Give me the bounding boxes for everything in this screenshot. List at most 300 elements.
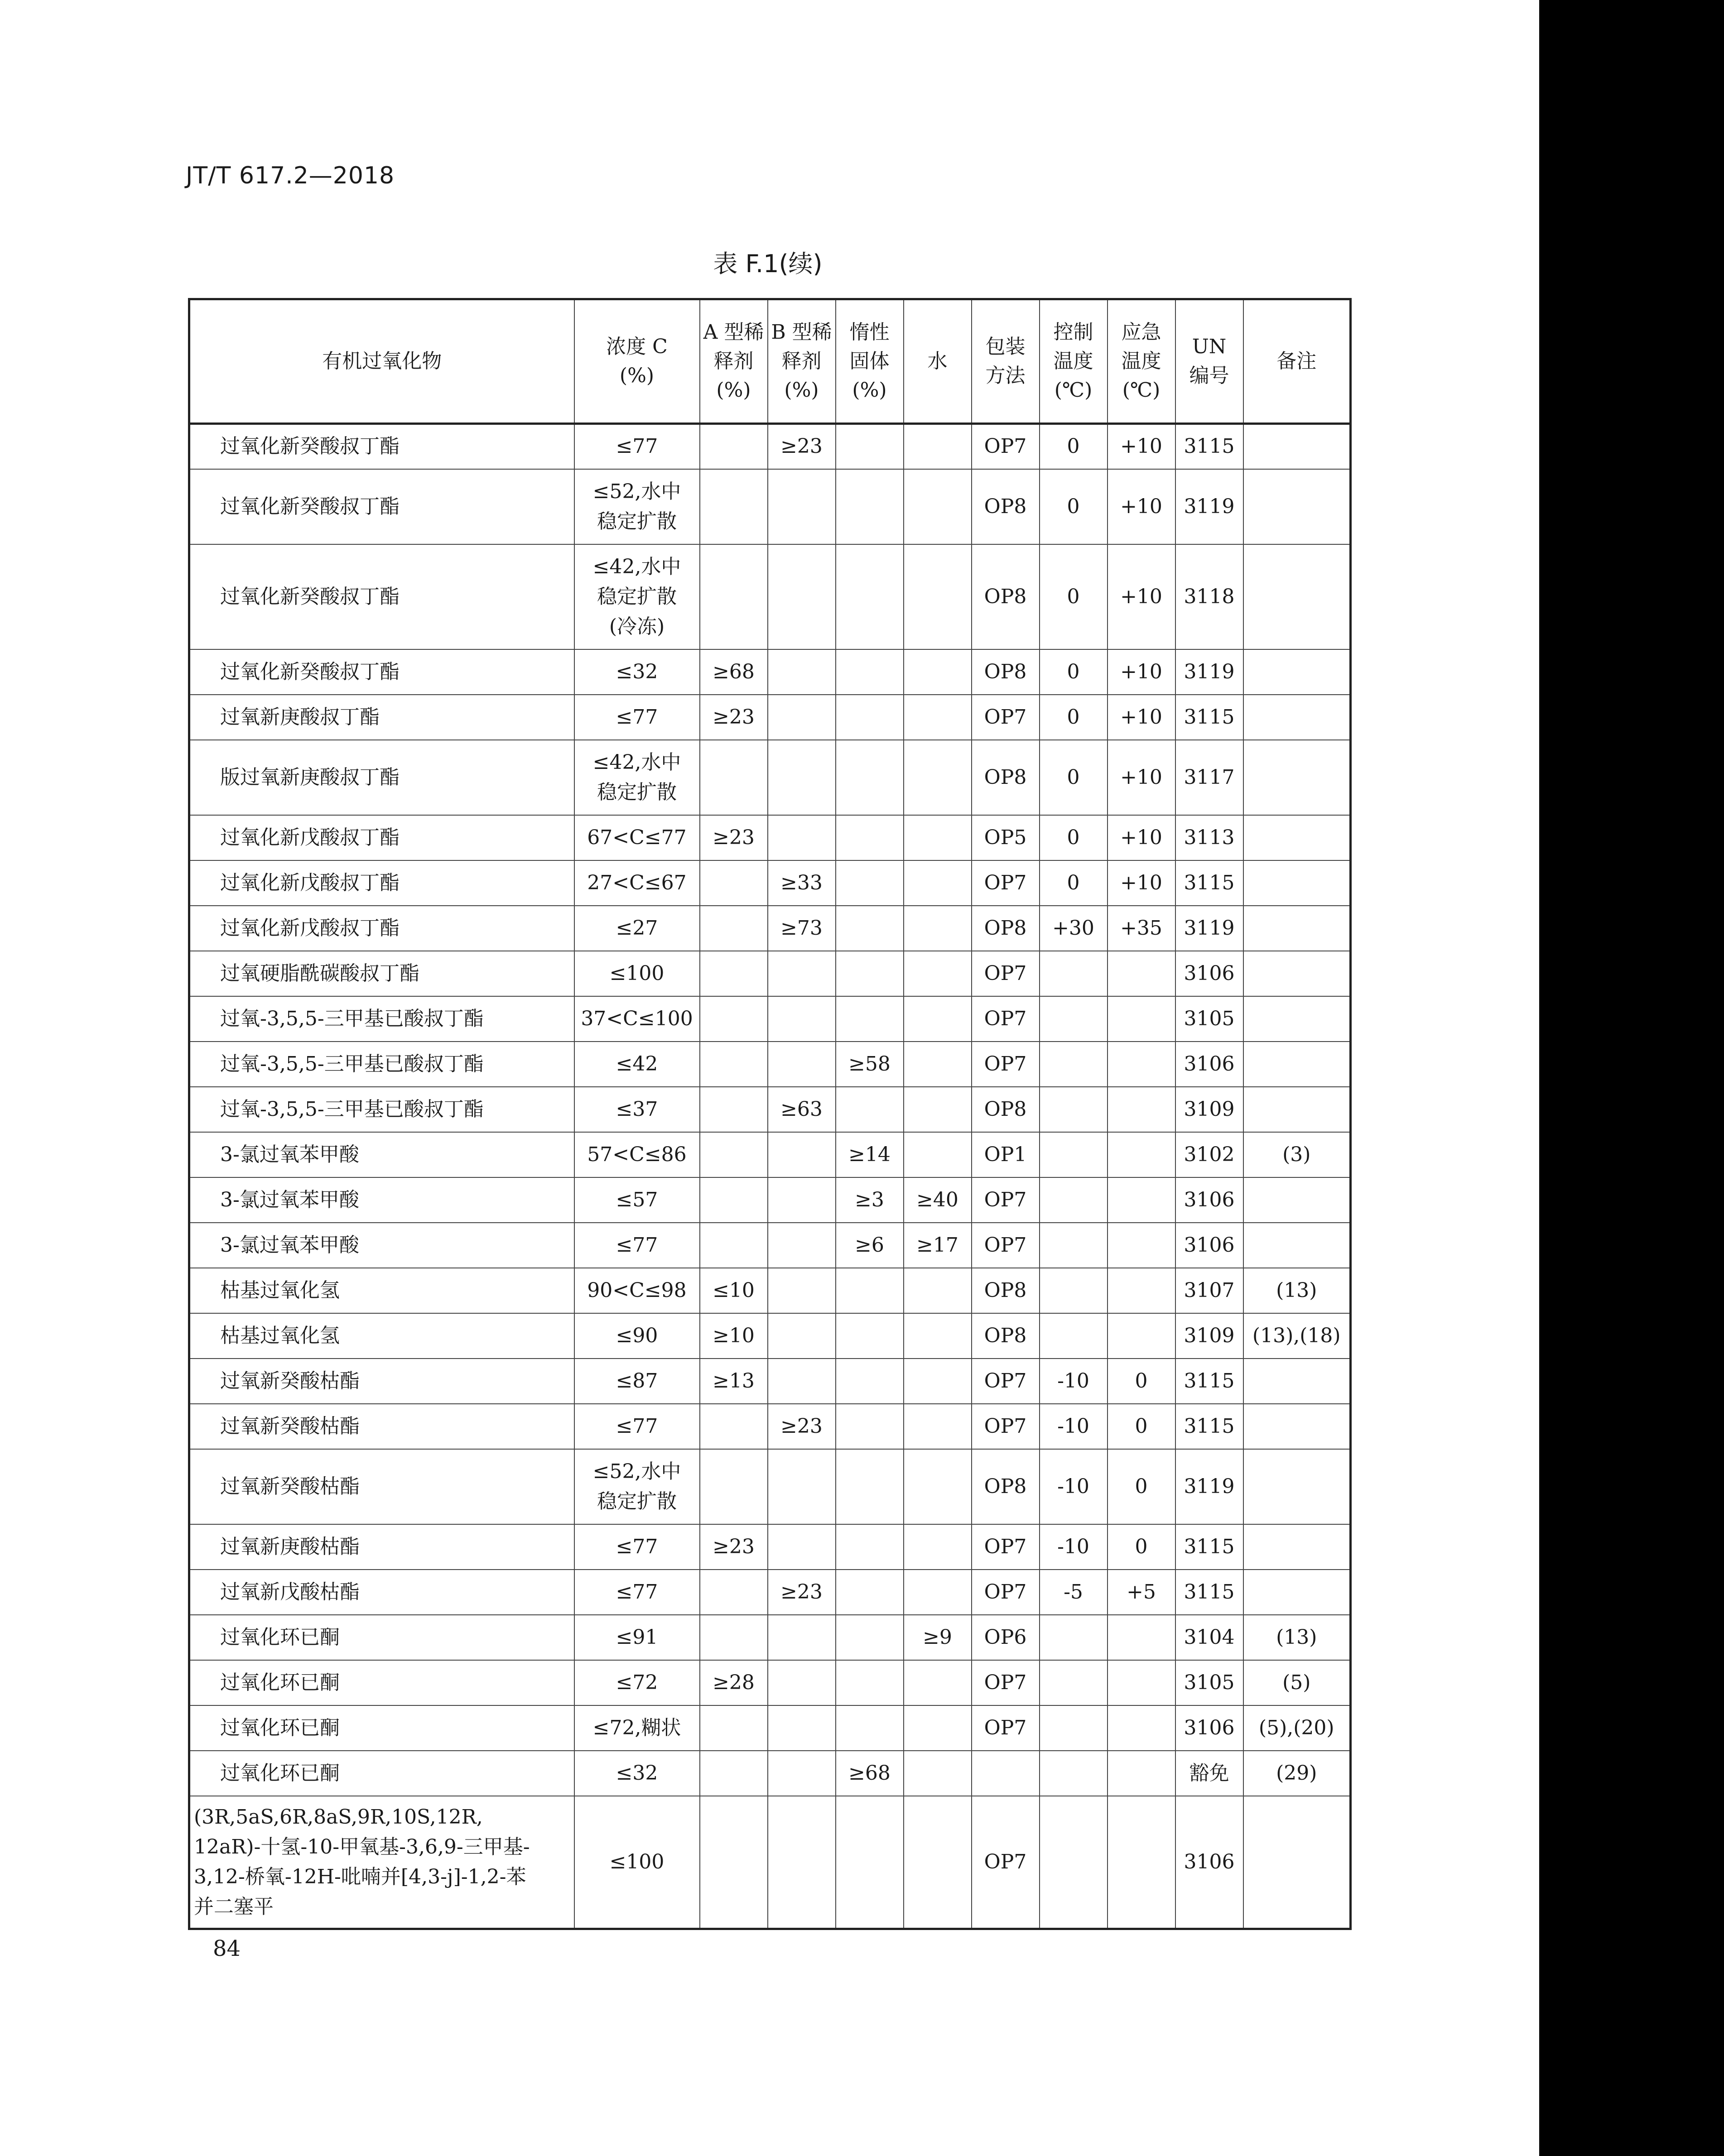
cell-remarks (1243, 1177, 1351, 1223)
cell-remarks (1243, 1223, 1351, 1268)
cell-organic-peroxide: 3-氯过氧苯甲酸 (189, 1132, 574, 1177)
cell-un-number: 3105 (1175, 996, 1243, 1042)
table-row (189, 1660, 1351, 1705)
cell-inert-solid (836, 740, 904, 815)
cell-diluent-a (700, 424, 768, 469)
cell-concentration: ≤42 (574, 1042, 700, 1087)
cell-packing-method: OP7 (972, 1177, 1040, 1223)
cell-packing-method: OP7 (972, 1042, 1040, 1087)
cell-un-number: 3115 (1175, 1524, 1243, 1570)
cell-control-temp: +30 (1040, 906, 1108, 951)
cell-packing-method: OP6 (972, 1615, 1040, 1660)
cell-diluent-a (700, 1751, 768, 1796)
cell-organic-peroxide: 过氧新癸酸枯酯 (189, 1359, 574, 1404)
cell-control-temp: 0 (1040, 424, 1108, 469)
cell-concentration: ≤77 (574, 695, 700, 740)
cell-water (904, 740, 972, 815)
cell-diluent-b: ≥73 (768, 906, 836, 951)
cell-inert-solid (836, 1660, 904, 1705)
cell-emergency-temp: +10 (1108, 469, 1175, 544)
cell-remarks (1243, 815, 1351, 860)
cell-diluent-b (768, 1660, 836, 1705)
cell-remarks (1243, 649, 1351, 695)
cell-organic-peroxide: 过氧化环已酮 (189, 1615, 574, 1660)
cell-un-number: 3106 (1175, 1705, 1243, 1751)
column-header-water: 水 (904, 299, 972, 424)
cell-control-temp: 0 (1040, 469, 1108, 544)
cell-organic-peroxide: 过氧-3,5,5-三甲基已酸叔丁酯 (189, 1087, 574, 1132)
cell-remarks: (5),(20) (1243, 1705, 1351, 1751)
cell-packing-method: OP7 (972, 1660, 1040, 1705)
cell-water (904, 1042, 972, 1087)
cell-emergency-temp (1108, 1132, 1175, 1177)
cell-remarks (1243, 1796, 1351, 1929)
cell-un-number: 3115 (1175, 860, 1243, 906)
cell-packing-method (972, 1751, 1040, 1796)
cell-diluent-a (700, 996, 768, 1042)
table-row (189, 1796, 1351, 1929)
cell-remarks: (5) (1243, 1660, 1351, 1705)
cell-diluent-b (768, 996, 836, 1042)
cell-emergency-temp (1108, 1705, 1175, 1751)
table-row (189, 544, 1351, 649)
cell-remarks (1243, 1404, 1351, 1449)
cell-control-temp (1040, 1177, 1108, 1223)
cell-concentration: ≤100 (574, 951, 700, 996)
cell-diluent-a (700, 1177, 768, 1223)
table-body (189, 424, 1351, 1929)
cell-inert-solid (836, 1404, 904, 1449)
cell-water (904, 860, 972, 906)
cell-concentration: ≤37 (574, 1087, 700, 1132)
cell-diluent-b (768, 649, 836, 695)
table-row (189, 740, 1351, 815)
cell-organic-peroxide: 过氧化新癸酸叔丁酯 (189, 469, 574, 544)
cell-remarks (1243, 860, 1351, 906)
cell-diluent-a: ≥23 (700, 1524, 768, 1570)
cell-remarks: (13) (1243, 1268, 1351, 1313)
cell-remarks (1243, 951, 1351, 996)
cell-diluent-b (768, 695, 836, 740)
cell-concentration: ≤72,糊状 (574, 1705, 700, 1751)
cell-emergency-temp: 0 (1108, 1449, 1175, 1524)
cell-diluent-b (768, 1705, 836, 1751)
cell-water (904, 1751, 972, 1796)
cell-packing-method: OP7 (972, 1359, 1040, 1404)
cell-control-temp (1040, 1751, 1108, 1796)
cell-packing-method: OP7 (972, 695, 1040, 740)
cell-un-number: 3113 (1175, 815, 1243, 860)
cell-organic-peroxide: 过氧化环已酮 (189, 1705, 574, 1751)
cell-emergency-temp (1108, 1087, 1175, 1132)
cell-inert-solid (836, 860, 904, 906)
cell-control-temp (1040, 1796, 1108, 1929)
cell-inert-solid (836, 544, 904, 649)
cell-concentration: ≤57 (574, 1177, 700, 1223)
cell-diluent-b: ≥23 (768, 424, 836, 469)
cell-emergency-temp: 0 (1108, 1524, 1175, 1570)
cell-organic-peroxide: 过氧化新戊酸叔丁酯 (189, 906, 574, 951)
cell-control-temp (1040, 1705, 1108, 1751)
cell-organic-peroxide: 枯基过氧化氢 (189, 1313, 574, 1359)
cell-un-number: 3104 (1175, 1615, 1243, 1660)
table-row (189, 1359, 1351, 1404)
table-row (189, 1404, 1351, 1449)
cell-concentration: 57<C≤86 (574, 1132, 700, 1177)
cell-remarks: (13) (1243, 1615, 1351, 1660)
cell-organic-peroxide: 过氧化新癸酸叔丁酯 (189, 424, 574, 469)
cell-packing-method: OP8 (972, 544, 1040, 649)
cell-organic-peroxide: 版过氧新庚酸叔丁酯 (189, 740, 574, 815)
page-number: 84 (213, 1936, 241, 1961)
table-row (189, 906, 1351, 951)
cell-un-number: 3115 (1175, 1359, 1243, 1404)
cell-diluent-a (700, 469, 768, 544)
cell-water (904, 815, 972, 860)
cell-emergency-temp (1108, 1796, 1175, 1929)
cell-organic-peroxide: 过氧化新癸酸叔丁酯 (189, 649, 574, 695)
cell-emergency-temp (1108, 996, 1175, 1042)
cell-water (904, 1268, 972, 1313)
cell-water (904, 951, 972, 996)
cell-emergency-temp: +35 (1108, 906, 1175, 951)
cell-un-number: 3106 (1175, 1796, 1243, 1929)
cell-concentration: ≤77 (574, 1524, 700, 1570)
cell-control-temp (1040, 1313, 1108, 1359)
cell-inert-solid (836, 1615, 904, 1660)
cell-remarks (1243, 1359, 1351, 1404)
cell-concentration: ≤42,水中 稳定扩散 (冷冻) (574, 544, 700, 649)
table-row (189, 1042, 1351, 1087)
cell-packing-method: OP7 (972, 1404, 1040, 1449)
cell-diluent-b (768, 1449, 836, 1524)
cell-concentration: ≤77 (574, 424, 700, 469)
cell-inert-solid: ≥6 (836, 1223, 904, 1268)
cell-packing-method: OP7 (972, 860, 1040, 906)
cell-inert-solid (836, 1449, 904, 1524)
cell-remarks (1243, 1087, 1351, 1132)
cell-diluent-a (700, 1132, 768, 1177)
cell-un-number: 3119 (1175, 649, 1243, 695)
cell-water (904, 544, 972, 649)
cell-remarks (1243, 695, 1351, 740)
table-row (189, 1449, 1351, 1524)
cell-water (904, 649, 972, 695)
cell-inert-solid (836, 815, 904, 860)
cell-diluent-a (700, 1570, 768, 1615)
cell-water (904, 1796, 972, 1929)
cell-water (904, 1132, 972, 1177)
cell-emergency-temp (1108, 1223, 1175, 1268)
cell-concentration: ≤77 (574, 1570, 700, 1615)
cell-un-number: 3118 (1175, 544, 1243, 649)
cell-control-temp (1040, 951, 1108, 996)
cell-control-temp (1040, 1223, 1108, 1268)
cell-organic-peroxide: 过氧新癸酸枯酯 (189, 1404, 574, 1449)
page-edge-band (1539, 0, 1724, 2156)
cell-remarks (1243, 469, 1351, 544)
cell-emergency-temp: +10 (1108, 695, 1175, 740)
cell-diluent-b (768, 1223, 836, 1268)
cell-concentration: ≤77 (574, 1404, 700, 1449)
cell-inert-solid (836, 649, 904, 695)
cell-packing-method: OP7 (972, 996, 1040, 1042)
cell-concentration: 67<C≤77 (574, 815, 700, 860)
column-header-control-temp: 控制 温度 (℃) (1040, 299, 1108, 424)
cell-inert-solid (836, 906, 904, 951)
cell-un-number: 3106 (1175, 1042, 1243, 1087)
cell-diluent-b (768, 544, 836, 649)
cell-inert-solid (836, 1087, 904, 1132)
cell-organic-peroxide: 过氧新庚酸枯酯 (189, 1524, 574, 1570)
table-caption: 表 F.1(续) (713, 250, 823, 278)
cell-packing-method: OP8 (972, 906, 1040, 951)
cell-inert-solid (836, 996, 904, 1042)
cell-diluent-b (768, 1177, 836, 1223)
cell-organic-peroxide: 过氧-3,5,5-三甲基已酸叔丁酯 (189, 996, 574, 1042)
cell-diluent-a (700, 1705, 768, 1751)
cell-remarks (1243, 1042, 1351, 1087)
cell-emergency-temp: +10 (1108, 424, 1175, 469)
cell-packing-method: OP8 (972, 1268, 1040, 1313)
cell-control-temp: -10 (1040, 1449, 1108, 1524)
cell-un-number: 3117 (1175, 740, 1243, 815)
cell-diluent-b (768, 815, 836, 860)
cell-diluent-b: ≥23 (768, 1404, 836, 1449)
column-header-remarks: 备注 (1243, 299, 1351, 424)
cell-un-number: 3115 (1175, 1570, 1243, 1615)
cell-concentration: ≤87 (574, 1359, 700, 1404)
cell-diluent-a: ≤10 (700, 1268, 768, 1313)
cell-diluent-b (768, 1132, 836, 1177)
cell-control-temp (1040, 1087, 1108, 1132)
cell-emergency-temp (1108, 1751, 1175, 1796)
cell-diluent-a (700, 1796, 768, 1929)
column-header-diluent-b: B 型稀 释剂 (%) (768, 299, 836, 424)
cell-organic-peroxide: 3-氯过氧苯甲酸 (189, 1223, 574, 1268)
cell-un-number: 3102 (1175, 1132, 1243, 1177)
cell-emergency-temp (1108, 1615, 1175, 1660)
cell-control-temp: 0 (1040, 544, 1108, 649)
cell-control-temp: -5 (1040, 1570, 1108, 1615)
cell-un-number: 豁免 (1175, 1751, 1243, 1796)
cell-water (904, 1660, 972, 1705)
table-header (189, 299, 1351, 424)
cell-remarks (1243, 544, 1351, 649)
table-row (189, 860, 1351, 906)
cell-un-number: 3106 (1175, 1223, 1243, 1268)
table-row (189, 1223, 1351, 1268)
cell-organic-peroxide: 过氧化环已酮 (189, 1660, 574, 1705)
table-row (189, 1570, 1351, 1615)
cell-inert-solid: ≥14 (836, 1132, 904, 1177)
cell-un-number: 3106 (1175, 1177, 1243, 1223)
cell-concentration: ≤52,水中 稳定扩散 (574, 1449, 700, 1524)
cell-diluent-b (768, 951, 836, 996)
cell-concentration: 27<C≤67 (574, 860, 700, 906)
cell-remarks (1243, 1570, 1351, 1615)
cell-diluent-b: ≥33 (768, 860, 836, 906)
cell-packing-method: OP7 (972, 1570, 1040, 1615)
cell-diluent-a: ≥13 (700, 1359, 768, 1404)
cell-un-number: 3115 (1175, 695, 1243, 740)
cell-control-temp: 0 (1040, 649, 1108, 695)
cell-diluent-b (768, 1359, 836, 1404)
column-header-inert-solid: 惰性 固体 (%) (836, 299, 904, 424)
cell-un-number: 3119 (1175, 469, 1243, 544)
cell-water (904, 1570, 972, 1615)
cell-diluent-b (768, 1042, 836, 1087)
table-row (189, 1132, 1351, 1177)
table-row (189, 1615, 1351, 1660)
cell-diluent-a (700, 906, 768, 951)
cell-inert-solid: ≥68 (836, 1751, 904, 1796)
cell-concentration: ≤32 (574, 1751, 700, 1796)
cell-packing-method: OP7 (972, 1705, 1040, 1751)
cell-inert-solid (836, 1796, 904, 1929)
cell-organic-peroxide: 枯基过氧化氢 (189, 1268, 574, 1313)
cell-packing-method: OP7 (972, 1223, 1040, 1268)
table-row (189, 1751, 1351, 1796)
cell-water (904, 1705, 972, 1751)
cell-inert-solid (836, 1313, 904, 1359)
cell-emergency-temp: +10 (1108, 740, 1175, 815)
cell-emergency-temp: +10 (1108, 815, 1175, 860)
cell-inert-solid (836, 1268, 904, 1313)
cell-un-number: 3107 (1175, 1268, 1243, 1313)
cell-inert-solid (836, 1570, 904, 1615)
cell-organic-peroxide: 过氧化环已酮 (189, 1751, 574, 1796)
cell-un-number: 3115 (1175, 1404, 1243, 1449)
table-row (189, 1705, 1351, 1751)
column-header-un-number: UN 编号 (1175, 299, 1243, 424)
cell-packing-method: OP8 (972, 469, 1040, 544)
cell-concentration: ≤52,水中 稳定扩散 (574, 469, 700, 544)
cell-emergency-temp: +5 (1108, 1570, 1175, 1615)
cell-water (904, 424, 972, 469)
cell-inert-solid (836, 695, 904, 740)
cell-diluent-b (768, 1313, 836, 1359)
cell-organic-peroxide: 过氧化新癸酸叔丁酯 (189, 544, 574, 649)
cell-diluent-a (700, 951, 768, 996)
cell-organic-peroxide: 过氧新戊酸枯酯 (189, 1570, 574, 1615)
cell-organic-peroxide: (3R,5aS,6R,8aS,9R,10S,12R, 12aR)-十氢-10-甲氧基-3,6,9-三甲基- 3,12-桥氧-12H-吡喃并[4,3-j]-1,2-苯 并二塞平 (189, 1796, 574, 1929)
cell-diluent-b (768, 1268, 836, 1313)
cell-water (904, 695, 972, 740)
cell-concentration: ≤27 (574, 906, 700, 951)
cell-packing-method: OP7 (972, 424, 1040, 469)
cell-inert-solid (836, 469, 904, 544)
cell-un-number: 3119 (1175, 906, 1243, 951)
table-row (189, 1177, 1351, 1223)
cell-un-number: 3115 (1175, 424, 1243, 469)
cell-inert-solid (836, 1524, 904, 1570)
cell-water (904, 1524, 972, 1570)
cell-un-number: 3119 (1175, 1449, 1243, 1524)
cell-diluent-a (700, 1087, 768, 1132)
cell-control-temp (1040, 1132, 1108, 1177)
cell-diluent-a (700, 1223, 768, 1268)
cell-diluent-a (700, 1042, 768, 1087)
column-header-concentration: 浓度 C (%) (574, 299, 700, 424)
cell-diluent-b (768, 1796, 836, 1929)
cell-diluent-a (700, 1449, 768, 1524)
cell-control-temp: -10 (1040, 1404, 1108, 1449)
cell-emergency-temp: 0 (1108, 1359, 1175, 1404)
cell-diluent-b: ≥23 (768, 1570, 836, 1615)
cell-diluent-a (700, 860, 768, 906)
cell-diluent-a (700, 1615, 768, 1660)
cell-remarks: (13),(18) (1243, 1313, 1351, 1359)
cell-concentration: ≤100 (574, 1796, 700, 1929)
table-row (189, 1087, 1351, 1132)
cell-water: ≥17 (904, 1223, 972, 1268)
cell-diluent-a: ≥10 (700, 1313, 768, 1359)
cell-water (904, 996, 972, 1042)
cell-water (904, 1449, 972, 1524)
cell-diluent-b (768, 740, 836, 815)
cell-control-temp (1040, 996, 1108, 1042)
cell-un-number: 3109 (1175, 1087, 1243, 1132)
column-header-organic-peroxide: 有机过氧化物 (189, 299, 574, 424)
cell-un-number: 3105 (1175, 1660, 1243, 1705)
table-row (189, 1268, 1351, 1313)
column-header-diluent-a: A 型稀 释剂 (%) (700, 299, 768, 424)
cell-remarks: (29) (1243, 1751, 1351, 1796)
cell-emergency-temp (1108, 1313, 1175, 1359)
cell-control-temp: 0 (1040, 815, 1108, 860)
table-row (189, 424, 1351, 469)
cell-concentration: ≤42,水中 稳定扩散 (574, 740, 700, 815)
cell-organic-peroxide: 过氧新癸酸枯酯 (189, 1449, 574, 1524)
cell-concentration: 90<C≤98 (574, 1268, 700, 1313)
cell-concentration: ≤91 (574, 1615, 700, 1660)
cell-water (904, 1359, 972, 1404)
cell-packing-method: OP8 (972, 649, 1040, 695)
cell-diluent-b: ≥63 (768, 1087, 836, 1132)
cell-organic-peroxide: 过氧化新戊酸叔丁酯 (189, 860, 574, 906)
cell-packing-method: OP7 (972, 1524, 1040, 1570)
cell-concentration: 37<C≤100 (574, 996, 700, 1042)
cell-control-temp (1040, 1042, 1108, 1087)
cell-emergency-temp (1108, 951, 1175, 996)
cell-emergency-temp: 0 (1108, 1404, 1175, 1449)
cell-diluent-a: ≥23 (700, 815, 768, 860)
cell-diluent-b (768, 1524, 836, 1570)
cell-remarks (1243, 1449, 1351, 1524)
cell-diluent-a (700, 740, 768, 815)
cell-packing-method: OP8 (972, 1313, 1040, 1359)
cell-inert-solid (836, 424, 904, 469)
column-header-packing-method: 包装 方法 (972, 299, 1040, 424)
cell-diluent-a: ≥68 (700, 649, 768, 695)
table-row (189, 469, 1351, 544)
cell-remarks (1243, 740, 1351, 815)
cell-diluent-b (768, 469, 836, 544)
cell-organic-peroxide: 过氧-3,5,5-三甲基已酸叔丁酯 (189, 1042, 574, 1087)
table-row (189, 1313, 1351, 1359)
cell-control-temp (1040, 1268, 1108, 1313)
cell-concentration: ≤77 (574, 1223, 700, 1268)
column-header-emergency-temp: 应急 温度 (℃) (1108, 299, 1175, 424)
cell-water (904, 1087, 972, 1132)
table-row (189, 996, 1351, 1042)
cell-control-temp: -10 (1040, 1524, 1108, 1570)
cell-control-temp: 0 (1040, 695, 1108, 740)
cell-inert-solid: ≥58 (836, 1042, 904, 1087)
cell-water (904, 1313, 972, 1359)
cell-control-temp (1040, 1660, 1108, 1705)
